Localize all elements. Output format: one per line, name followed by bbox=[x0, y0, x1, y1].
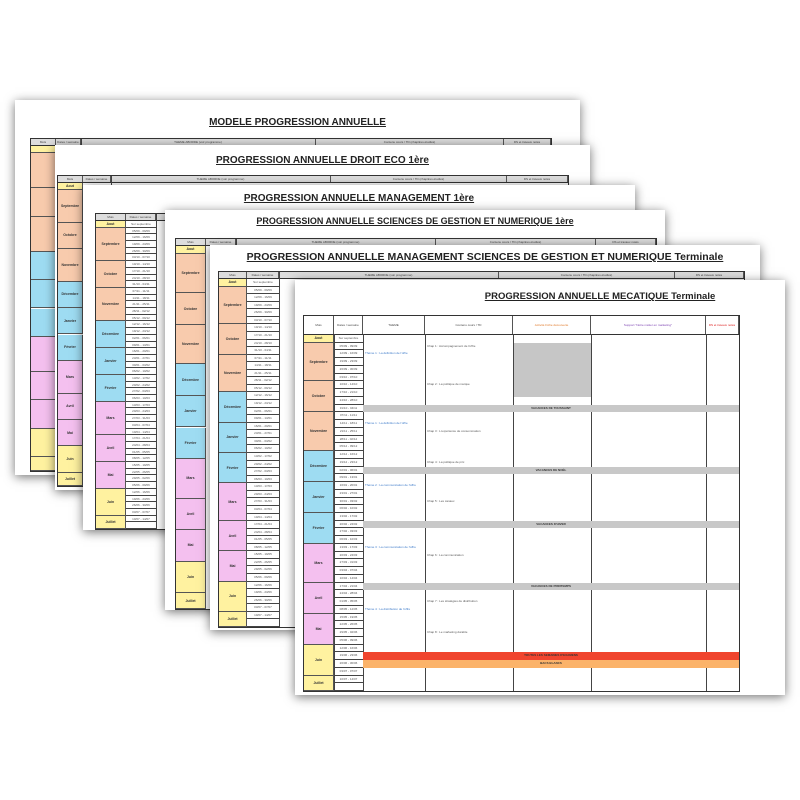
exam-band: TOUTES LES SEMAINES D'EXAMENS bbox=[363, 652, 739, 660]
date-row: 17/04 - 21/04 bbox=[334, 583, 363, 591]
date-row: 15/05 - 19/05 bbox=[247, 551, 279, 559]
month-cell-mars: Mars bbox=[58, 361, 83, 394]
date-row: Sur septembre bbox=[126, 221, 156, 228]
month-cell-novembre: Novembre bbox=[219, 355, 247, 393]
date-row: 19/09 - 23/09 bbox=[126, 241, 156, 248]
date-row: 26/06 - 30/06 bbox=[126, 502, 156, 509]
date-row: 31/10 - 04/11 bbox=[247, 347, 279, 355]
month-cell-janvier: Janvier bbox=[96, 348, 126, 375]
month-cell-janvier: Janvier bbox=[176, 396, 206, 428]
month-cell-décembre: Décembre bbox=[304, 451, 334, 482]
date-row: 05/09 - 09/09 bbox=[247, 287, 279, 295]
date-row: 12/09 - 16/09 bbox=[247, 294, 279, 302]
date-row: 06/02 - 10/02 bbox=[334, 505, 363, 513]
month-cell-mars: Mars bbox=[96, 402, 126, 435]
date-row: 26/09 - 30/09 bbox=[334, 366, 363, 374]
date-row: 03/04 - 07/04 bbox=[126, 422, 156, 429]
month-cell-octobre: Octobre bbox=[219, 324, 247, 354]
date-row: 08/05 - 12/05 bbox=[334, 606, 363, 614]
sheet-title: PROGRESSION ANNUELLE DROIT ECO 1ère bbox=[216, 155, 429, 166]
holiday-band: VACANCES DE NOËL bbox=[363, 467, 739, 475]
date-row: 06/03 - 10/03 bbox=[247, 476, 279, 484]
month-cell-octobre: Octobre bbox=[176, 293, 206, 325]
date-row: 28/11 - 02/12 bbox=[247, 377, 279, 385]
header-3: Contenu cours / TD (chapitres étudiés) bbox=[436, 239, 596, 245]
date-row: 01/05 - 05/05 bbox=[247, 536, 279, 544]
month-cell-janvier bbox=[31, 280, 56, 308]
date-row: 07/11 - 11/11 bbox=[334, 412, 363, 420]
month-cell-aout bbox=[31, 146, 56, 153]
date-row: 27/02 - 03/03 bbox=[126, 388, 156, 395]
progression-table bbox=[303, 315, 740, 692]
date-row: 07/11 - 11/11 bbox=[247, 355, 279, 363]
date-row: 24/10 - 28/10 bbox=[126, 275, 156, 282]
date-row: Sur septembre bbox=[247, 279, 279, 287]
sheet-title: PROGRESSION ANNUELLE SCIENCES DE GESTION ET NUMERIQUE 1ère bbox=[256, 216, 574, 226]
date-row: 24/10 - 28/10 bbox=[334, 397, 363, 405]
month-cell-aout: Aout bbox=[219, 279, 247, 287]
date-row: 23/01 - 27/01 bbox=[247, 430, 279, 438]
chapter-cell: Chap 4 : La politique de prix bbox=[427, 459, 465, 464]
date-row: 19/12 - 23/12 bbox=[334, 459, 363, 467]
chapter-cell: Chap 5 : Les canaux bbox=[427, 498, 455, 503]
chapter-cell: Chap 3 : L'expérience de consommation bbox=[427, 428, 481, 433]
date-row: 02/01 - 06/01 bbox=[247, 408, 279, 416]
date-row: 09/01 - 13/01 bbox=[334, 474, 363, 482]
header-4: DS et travaux notés bbox=[596, 239, 656, 245]
date-row: 26/06 - 30/06 bbox=[334, 660, 363, 668]
month-cell-décembre: Décembre bbox=[176, 364, 206, 396]
month-cell-juillet: Juillet bbox=[304, 676, 334, 691]
month-cell-mars bbox=[31, 337, 56, 372]
header-4: DS et travaux notés bbox=[504, 139, 551, 145]
date-row: 02/01 - 06/01 bbox=[334, 467, 363, 475]
date-row: 12/06 - 16/06 bbox=[334, 645, 363, 653]
month-cell-mars: Mars bbox=[176, 459, 206, 498]
header-0: Mois bbox=[176, 239, 206, 245]
date-row: 10/10 - 14/10 bbox=[247, 324, 279, 332]
month-cell-mars: Mars bbox=[304, 544, 334, 583]
date-row: 08/05 - 12/05 bbox=[247, 544, 279, 552]
date-row: 06/03 - 10/03 bbox=[334, 536, 363, 544]
date-row: 09/01 - 13/01 bbox=[126, 342, 156, 349]
date-row: 23/01 - 27/01 bbox=[334, 490, 363, 498]
month-cell-avril: Avril bbox=[304, 583, 334, 614]
month-cell-juin: Juin bbox=[304, 645, 334, 676]
date-row bbox=[247, 619, 279, 627]
date-row: 17/04 - 21/04 bbox=[126, 435, 156, 442]
header-0: Mois bbox=[31, 139, 56, 145]
date-row: 06/02 - 10/02 bbox=[126, 368, 156, 375]
date-row: 19/12 - 23/12 bbox=[126, 328, 156, 335]
holiday-band: VACANCES D'HIVER bbox=[363, 521, 739, 529]
date-row: 31/10 - 04/11 bbox=[126, 281, 156, 288]
date-row: 26/09 - 30/09 bbox=[126, 248, 156, 255]
month-cell-novembre: Novembre bbox=[58, 249, 83, 282]
date-row: 22/05 - 26/05 bbox=[334, 621, 363, 629]
date-row: 23/01 - 27/01 bbox=[126, 355, 156, 362]
table-header bbox=[304, 316, 739, 335]
month-cell-mai bbox=[31, 400, 56, 428]
holiday-band: VACANCES DE TOUSSAINT bbox=[363, 405, 739, 413]
date-row: 22/05 - 26/05 bbox=[247, 559, 279, 567]
date-row: 14/11 - 18/11 bbox=[247, 362, 279, 370]
date-row: 05/06 - 09/06 bbox=[126, 482, 156, 489]
theme-cell: Thème 3 : La communication de l'offre bbox=[365, 544, 416, 549]
month-cell-mai: Mai bbox=[58, 420, 83, 446]
chapter-cell: Chap 1 : Accompagnement de l'offre bbox=[427, 343, 476, 348]
date-row: 13/02 - 17/02 bbox=[247, 453, 279, 461]
month-cell-mai: Mai bbox=[176, 530, 206, 562]
date-row: 29/05 - 02/06 bbox=[126, 475, 156, 482]
header-0: Mois bbox=[304, 316, 334, 334]
date-row: 17/10 - 21/10 bbox=[126, 268, 156, 275]
column-divider bbox=[334, 334, 335, 691]
header-1: Dates / semaine bbox=[334, 316, 363, 334]
date-row: 03/07 - 07/07 bbox=[334, 668, 363, 676]
month-cell-juin: Juin bbox=[219, 582, 247, 612]
header-0: Mois bbox=[58, 176, 83, 182]
date-row: 20/03 - 24/03 bbox=[334, 552, 363, 560]
month-cell-novembre bbox=[31, 217, 56, 252]
header-6: DS et travaux notés bbox=[706, 316, 739, 334]
month-cell-juin bbox=[31, 429, 56, 457]
date-row: 19/06 - 23/06 bbox=[247, 589, 279, 597]
date-row: 08/05 - 12/05 bbox=[126, 455, 156, 462]
date-row: 01/05 - 05/05 bbox=[334, 598, 363, 606]
date-row: 07/11 - 11/11 bbox=[126, 288, 156, 295]
month-cell-février: Février bbox=[58, 335, 83, 361]
date-row: 17/10 - 21/10 bbox=[334, 389, 363, 397]
month-cell-février: Février bbox=[96, 375, 126, 402]
month-cell-octobre: Octobre bbox=[58, 223, 83, 249]
date-row: 30/01 - 03/02 bbox=[334, 498, 363, 506]
date-row: 27/02 - 03/03 bbox=[247, 468, 279, 476]
month-cell-juillet: Juillet bbox=[176, 593, 206, 609]
header-0: Mois bbox=[96, 214, 126, 220]
month-cell-octobre: Octobre bbox=[96, 261, 126, 288]
date-row: 13/03 - 17/03 bbox=[334, 544, 363, 552]
date-row: 09/01 - 13/01 bbox=[247, 415, 279, 423]
date-row: 15/05 - 19/05 bbox=[126, 462, 156, 469]
month-cell-novembre: Novembre bbox=[304, 412, 334, 451]
header-1: Dates / semaine bbox=[206, 239, 236, 245]
date-row: 12/06 - 16/06 bbox=[247, 582, 279, 590]
header-2: THEME bbox=[363, 316, 425, 334]
date-row: 10/07 - 14/07 bbox=[334, 676, 363, 684]
month-cell-novembre: Novembre bbox=[176, 325, 206, 364]
date-row: 29/05 - 02/06 bbox=[334, 629, 363, 637]
month-cell-septembre: Septembre bbox=[176, 254, 206, 293]
header-4: Activité Fiche découverte bbox=[513, 316, 591, 334]
date-row: 03/10 - 07/10 bbox=[334, 374, 363, 382]
date-row: 21/11 - 25/11 bbox=[126, 301, 156, 308]
date-row bbox=[126, 522, 156, 529]
date-row: Sur septembre bbox=[334, 335, 363, 343]
sheet-6-front bbox=[295, 280, 785, 695]
month-cell-aout: Aout bbox=[96, 221, 126, 228]
month-cell-janvier: Janvier bbox=[58, 308, 83, 334]
date-row: 20/02 - 24/02 bbox=[334, 521, 363, 529]
header-1: Dates / semaine bbox=[56, 139, 81, 145]
date-row: 28/11 - 02/12 bbox=[126, 308, 156, 315]
header-2: THEME ABORDE (voir programme) bbox=[81, 139, 316, 145]
date-row: 05/09 - 09/09 bbox=[334, 343, 363, 351]
date-row: 27/03 - 31/03 bbox=[247, 498, 279, 506]
month-cell-juillet: Juillet bbox=[96, 516, 126, 529]
date-row: 12/12 - 16/12 bbox=[247, 392, 279, 400]
theme-cell: Thème 4 : La distribution de l'offre bbox=[365, 606, 411, 611]
header-1: Dates / semaine bbox=[83, 176, 111, 182]
month-cell-septembre bbox=[31, 153, 56, 188]
date-row: 12/09 - 16/09 bbox=[334, 350, 363, 358]
month-cell-avril: Avril bbox=[58, 394, 83, 420]
date-row: 01/05 - 05/05 bbox=[126, 449, 156, 456]
date-row: 05/06 - 09/06 bbox=[247, 574, 279, 582]
chapter-cell: Chap 2 : La politique de marque bbox=[427, 382, 470, 387]
date-row: 10/07 - 14/07 bbox=[247, 612, 279, 620]
date-row: 24/04 - 28/04 bbox=[334, 590, 363, 598]
date-row: 19/06 - 23/06 bbox=[126, 496, 156, 503]
date-row: 27/03 - 31/03 bbox=[126, 415, 156, 422]
date-row: 20/02 - 24/02 bbox=[247, 461, 279, 469]
date-row: 17/04 - 21/04 bbox=[247, 521, 279, 529]
date-row: 05/06 - 09/06 bbox=[334, 637, 363, 645]
date-row: 16/01 - 20/01 bbox=[126, 348, 156, 355]
month-cell-juin: Juin bbox=[58, 446, 83, 472]
date-row: 12/12 - 16/12 bbox=[126, 321, 156, 328]
date-row: 13/02 - 17/02 bbox=[334, 513, 363, 521]
month-cell-aout: Aout bbox=[304, 335, 334, 343]
table-header bbox=[219, 272, 744, 279]
date-row: 22/05 - 26/05 bbox=[126, 469, 156, 476]
month-cell-juillet: Juillet bbox=[219, 612, 247, 627]
date-row: 10/10 - 14/10 bbox=[334, 381, 363, 389]
date-row: 20/02 - 24/02 bbox=[126, 382, 156, 389]
header-5: Support "Notre métier en marketing" bbox=[591, 316, 706, 334]
date-row: 27/02 - 03/03 bbox=[334, 528, 363, 536]
date-row: 24/10 - 28/10 bbox=[247, 340, 279, 348]
column-divider bbox=[706, 334, 707, 691]
date-row: 03/07 - 07/07 bbox=[126, 509, 156, 516]
date-row: 12/06 - 16/06 bbox=[126, 489, 156, 496]
date-row: 19/09 - 23/09 bbox=[334, 358, 363, 366]
month-cell-avril: Avril bbox=[219, 521, 247, 551]
header-4: DS et travaux notés bbox=[507, 176, 568, 182]
date-row bbox=[334, 683, 363, 691]
month-cell-juin: Juin bbox=[176, 562, 206, 594]
date-row: 19/09 - 23/09 bbox=[247, 302, 279, 310]
month-cell-avril bbox=[31, 372, 56, 400]
date-row: 13/03 - 17/03 bbox=[247, 483, 279, 491]
date-row: 06/03 - 10/03 bbox=[126, 395, 156, 402]
theme-cell: Thème 2 : La communication de l'offre bbox=[365, 483, 416, 488]
header-4: DS et travaux notés bbox=[675, 272, 744, 278]
date-row: 05/12 - 09/12 bbox=[126, 315, 156, 322]
chapter-cell: Chap 7 : Les stratégies de distribution bbox=[427, 599, 478, 604]
date-row: 05/12 - 09/12 bbox=[247, 385, 279, 393]
sheet-title: PROGRESSION ANNUELLE MECATIQUE Terminale bbox=[484, 291, 716, 302]
date-row: 26/09 - 30/09 bbox=[247, 309, 279, 317]
date-row: 02/01 - 06/01 bbox=[126, 335, 156, 342]
date-row: 10/04 - 14/04 bbox=[334, 575, 363, 583]
date-row: 10/07 - 14/07 bbox=[126, 516, 156, 523]
month-cell-mai: Mai bbox=[304, 614, 334, 645]
bac-blanc-band: BACS BLANCS bbox=[363, 660, 739, 668]
column-divider bbox=[363, 334, 364, 691]
date-row: 14/11 - 18/11 bbox=[126, 295, 156, 302]
month-cell-septembre: Septembre bbox=[96, 228, 126, 261]
date-row: 14/11 - 18/11 bbox=[334, 420, 363, 428]
header-2: THEME ABORDE (voir programme) bbox=[279, 272, 499, 278]
header-3: Contenu cours / TD bbox=[425, 316, 513, 334]
month-cell-juillet: Juillet bbox=[58, 473, 83, 486]
month-cell-janvier: Janvier bbox=[304, 482, 334, 513]
month-cell-janvier: Janvier bbox=[219, 423, 247, 453]
month-cell-octobre bbox=[31, 188, 56, 216]
column-divider bbox=[591, 334, 592, 691]
column-divider bbox=[279, 272, 280, 627]
date-row: 03/04 - 07/04 bbox=[334, 567, 363, 575]
theme-cell: Thème 1 : La définition de l'offre bbox=[365, 351, 408, 356]
month-cell-octobre: Octobre bbox=[304, 381, 334, 412]
date-row: 03/10 - 07/10 bbox=[247, 317, 279, 325]
month-cell-mai: Mai bbox=[96, 462, 126, 489]
date-row: 03/07 - 07/07 bbox=[247, 604, 279, 612]
date-row: 26/06 - 30/06 bbox=[247, 597, 279, 605]
date-row: 16/01 - 20/01 bbox=[334, 482, 363, 490]
month-cell-avril: Avril bbox=[96, 435, 126, 462]
date-row: 24/04 - 28/04 bbox=[247, 529, 279, 537]
date-row: 19/12 - 23/12 bbox=[247, 400, 279, 408]
chapter-cell: Chap 6 : La communication bbox=[427, 552, 464, 557]
sheet-title: MODELE PROGRESSION ANNUELLE bbox=[209, 117, 386, 128]
month-cell-février: Février bbox=[304, 513, 334, 544]
month-cell-mars: Mars bbox=[219, 483, 247, 521]
month-cell-décembre: Décembre bbox=[58, 282, 83, 308]
month-cell-février: Février bbox=[176, 428, 206, 460]
date-row: 30/01 - 03/02 bbox=[126, 362, 156, 369]
header-2: THEME ABORDE (voir programme) bbox=[111, 176, 331, 182]
date-row: 12/09 - 16/09 bbox=[126, 234, 156, 241]
header-1: Dates / semaine bbox=[126, 214, 156, 220]
date-row: 15/05 - 19/05 bbox=[334, 614, 363, 622]
date-row: 05/12 - 09/12 bbox=[334, 443, 363, 451]
date-row: 21/11 - 25/11 bbox=[334, 428, 363, 436]
date-row: 20/03 - 24/03 bbox=[126, 408, 156, 415]
month-cell-septembre: Septembre bbox=[58, 190, 83, 223]
date-row: 12/12 - 16/12 bbox=[334, 451, 363, 459]
header-2: THEME ABORDE (voir programme) bbox=[236, 239, 436, 245]
date-row: 10/04 - 14/04 bbox=[247, 514, 279, 522]
date-row: 20/03 - 24/03 bbox=[247, 491, 279, 499]
month-cell-décembre: Décembre bbox=[96, 321, 126, 348]
date-row: 28/11 - 02/12 bbox=[334, 436, 363, 444]
month-cell-décembre bbox=[31, 252, 56, 280]
month-cell-aout: Aout bbox=[176, 246, 206, 254]
month-cell-décembre: Décembre bbox=[219, 392, 247, 422]
month-cell-novembre: Novembre bbox=[96, 288, 126, 321]
month-cell-septembre: Septembre bbox=[304, 343, 334, 382]
date-row: 10/10 - 14/10 bbox=[126, 261, 156, 268]
theme-cell: Thème 1 : La définition de l'offre bbox=[365, 421, 408, 426]
date-row: 03/10 - 07/10 bbox=[126, 254, 156, 261]
column-divider bbox=[156, 214, 157, 529]
date-row: 13/02 - 17/02 bbox=[126, 375, 156, 382]
date-row: 06/02 - 10/02 bbox=[247, 445, 279, 453]
holiday-band: VACANCES DE PRINTEMPS bbox=[363, 583, 739, 591]
header-3: Contenu cours / TD (chapitres étudiés) bbox=[499, 272, 675, 278]
chapter-cell: Chap 8 : Le marketing durable bbox=[427, 630, 468, 635]
sheet-title: PROGRESSION ANNUELLE MANAGEMENT 1ère bbox=[243, 193, 475, 204]
month-cell-février: Février bbox=[219, 453, 247, 483]
month-cell-juillet bbox=[31, 457, 56, 471]
header-3: Contenu cours / TD (chapitres étudiés) bbox=[316, 139, 504, 145]
header-1: Dates / semaine bbox=[247, 272, 279, 278]
header-3: Contenu cours / TD (chapitres étudiés) bbox=[331, 176, 507, 182]
date-row: 05/09 - 09/09 bbox=[126, 228, 156, 235]
date-row: 29/05 - 02/06 bbox=[247, 566, 279, 574]
gray-block bbox=[514, 343, 591, 397]
date-row: 19/06 - 23/06 bbox=[334, 652, 363, 660]
date-row: 13/03 - 17/03 bbox=[126, 402, 156, 409]
date-row: 30/01 - 03/02 bbox=[247, 438, 279, 446]
date-row: 03/04 - 07/04 bbox=[247, 506, 279, 514]
date-row: 31/10 - 04/11 bbox=[334, 405, 363, 413]
header-0: Mois bbox=[219, 272, 247, 278]
month-cell-avril: Avril bbox=[176, 499, 206, 531]
month-cell-juin: Juin bbox=[96, 489, 126, 516]
month-cell-mai: Mai bbox=[219, 551, 247, 581]
month-cell-février bbox=[31, 309, 56, 337]
month-cell-septembre: Septembre bbox=[219, 287, 247, 325]
date-row: 16/01 - 20/01 bbox=[247, 423, 279, 431]
date-row: 27/03 - 31/03 bbox=[334, 559, 363, 567]
date-row: 17/10 - 21/10 bbox=[247, 332, 279, 340]
date-row: 21/11 - 25/11 bbox=[247, 370, 279, 378]
month-cell-aout: Aout bbox=[58, 183, 83, 190]
table-header bbox=[58, 176, 568, 183]
sheet-title: PROGRESSION ANNUELLE MANAGEMENT SCIENCES DE GESTION ET NUMERIQUE Terminale bbox=[246, 251, 724, 263]
date-row: 24/04 - 28/04 bbox=[126, 442, 156, 449]
date-row: 10/04 - 14/04 bbox=[126, 429, 156, 436]
